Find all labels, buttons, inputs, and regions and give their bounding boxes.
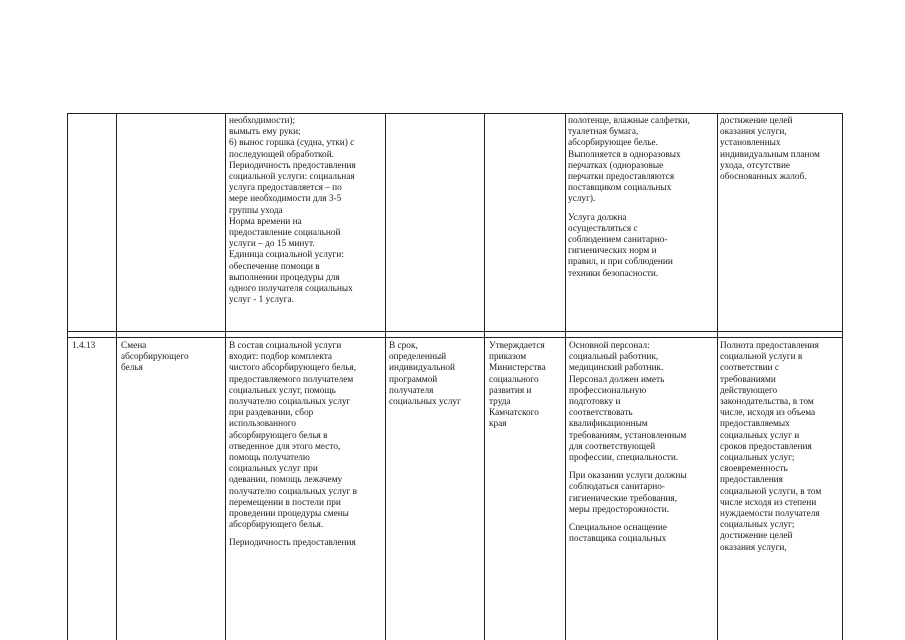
text-line: оказания услуги, [720,127,787,138]
row1-service-cell [229,116,382,306]
text-line: социальной услуги, в том [720,486,822,497]
row2-indicators-cell [720,341,840,640]
col-border-2 [225,113,226,640]
text-line: техники безопасности. [568,268,659,279]
text-line: При оказании услуги должны [569,471,687,482]
text-line: гигиенические требования, [569,493,678,504]
text-line: выполнении процедуры для [229,272,340,283]
text-line: социальной услуги: социальная [229,172,355,183]
text-line: меры предосторожности. [569,504,670,515]
text-line: перчатки предоставляются [568,172,675,183]
text-line: индивидуальной [389,363,455,374]
row2-service-cell [229,341,382,640]
col-border-1 [116,113,117,640]
text-line: определенный [389,352,447,363]
text-line: поставщика социальных [569,534,667,545]
text-line: Министерства [489,363,546,374]
row2-tariff-cell [489,341,563,431]
text-line: числе исходя из степени [720,497,817,508]
text-line: профессиональную [569,385,647,396]
text-line: В срок, [389,341,418,351]
text-line: абсорбирующего белья. [229,520,324,531]
text-line: перемещении в постели при [229,497,341,508]
text-line: социальных услуг; [720,520,795,531]
text-line: соответствовать [569,408,633,419]
text-line: туалетная бумага, [568,127,639,138]
text-line: поставщиком социальных [568,183,672,194]
text-line: Единица социальной услуги: [229,250,344,261]
text-line: гигиенических норм и [568,246,657,257]
text-line: Услуга должна [568,212,627,223]
text-line: предоставляемого получателем [229,374,354,385]
text-line: обеспечение помощи в [229,261,320,272]
text-line: Утверждается [489,341,545,351]
text-line: входит: подбор комплекта [229,352,333,363]
text-line: действующего [720,385,778,396]
text-line: законодательства, в том [720,397,814,408]
text-line: сроков предоставления [720,441,812,452]
text-line: 6) вынос горшка (судна, утки) с [229,138,355,149]
text-line: края [489,419,507,430]
text-line: группы ухода [229,205,283,216]
text-line: установленных [720,138,781,149]
text-line: перчатках (одноразовые [568,160,664,171]
text-line: получателю социальных услуг [229,397,351,408]
text-line: Персонал должен иметь [569,374,665,385]
row2-number-cell [72,341,114,352]
text-line: для соответствующей [569,441,656,452]
text-line: одного получателя социальных [229,284,353,295]
text-line: отведенное для этого место, [229,441,341,452]
text-line: социальных услуг, помощь [229,385,336,396]
text-line: чистого абсорбирующего белья, [229,363,357,374]
text-line: числе, исходя из объема [720,408,816,419]
row1-indicators-cell [720,116,840,183]
text-line: социальной услуги в [720,352,803,363]
text-line: приказом [489,352,527,363]
text-line: подготовку и [569,397,621,408]
text-line: одевании, помощь лежачему [229,475,343,486]
col-border-5 [565,113,566,640]
text-line: оказания услуги, [720,542,787,553]
row1-conditions-cell [568,116,716,280]
text-line: вымыть ему руки; [229,127,301,138]
text-line: ухода, отсутствие [720,160,791,171]
text-line: социальных услуг при [229,464,318,475]
text-line: абсорбирующего [121,352,189,363]
text-line: достижение целей [720,531,793,542]
text-line: услуг - 1 услуга. [229,295,294,306]
text-line: обоснованных жалоб. [720,172,807,183]
text-line: Камчатского [489,408,539,419]
text-line: проведении процедуры смены [229,509,349,520]
text-line: индивидуальным планом [720,149,820,160]
text-line: социального [489,374,539,385]
text-line: абсорбирующее белье. [568,138,658,149]
row-separator [67,331,843,332]
text-line: социальных услуг [389,397,461,408]
text-line: Периодичность предоставления [229,538,356,549]
text-line: развития и [489,385,532,396]
text-line: Норма времени на [229,216,302,227]
row2-term-cell [389,341,483,408]
text-line: социальных услуг и [720,430,800,441]
text-line: правил, и при соблюдении [568,257,673,268]
text-line: В состав социальной услуги [229,341,342,351]
text-line: труда [489,397,511,408]
text-line: достижение целей [720,116,793,126]
text-line: мере необходимости для 3-5 [229,194,342,205]
text-line: Смена [121,341,147,351]
text-line: Выполняется в одноразовых [568,149,681,160]
text-line: Специальное оснащение [569,523,667,534]
text-line: социальный работник, [569,352,659,363]
text-line: профессии, специальности. [569,453,679,464]
row-number: 1.4.13 [72,341,96,351]
text-line: социальных услуг; [720,453,795,464]
text-line: предоставляемых [720,419,790,430]
text-line: своевременность [720,464,788,475]
col-border-4 [484,113,485,640]
text-line: предоставления [720,475,783,486]
text-line: получателя [389,385,434,396]
text-line: медицинский работник. [569,363,664,374]
text-line: требованиям, установленным [569,430,687,441]
text-line: нуждаемости получателя [720,509,820,520]
text-line: помощь получателю [229,453,310,464]
text-line: соответствии с [720,363,779,374]
row2-name-cell [121,341,223,375]
text-line: необходимости); [229,116,296,126]
text-line: Периодичность предоставления [229,160,356,171]
text-line: услуга предоставляется – по [229,183,342,194]
text-line: абсорбирующего белья в [229,430,328,441]
text-line: программой [389,374,438,385]
text-line: осуществляться с [568,223,638,234]
text-line: предоставление социальной [229,228,341,239]
col-border-6 [717,113,718,640]
text-line: Полнота предоставления [720,341,819,351]
text-line: Основной персонал: [569,341,650,351]
text-line: соблюдением санитарно- [568,235,668,246]
row2-conditions-cell [569,341,715,640]
text-line: услуги – до 15 минут. [229,239,315,250]
text-line: использованного [229,419,296,430]
col-border-3 [385,113,386,640]
text-line: услуг). [568,194,596,205]
col-border-7 [842,113,843,640]
text-line: квалификационным [569,419,648,430]
col-border-0 [67,113,68,640]
text-line: соблюдаться санитарно- [569,482,666,493]
text-line: при раздевании, сбор [229,408,314,419]
text-line: полотенце, влажные салфетки, [568,116,690,126]
text-line: требованиями [720,374,776,385]
text-line: белья [121,363,143,374]
table-top-border [67,113,843,114]
text-line: последующей обработкой. [229,149,334,160]
text-line: получателю социальных услуг в [229,486,358,497]
row-separator-inner [67,337,843,338]
